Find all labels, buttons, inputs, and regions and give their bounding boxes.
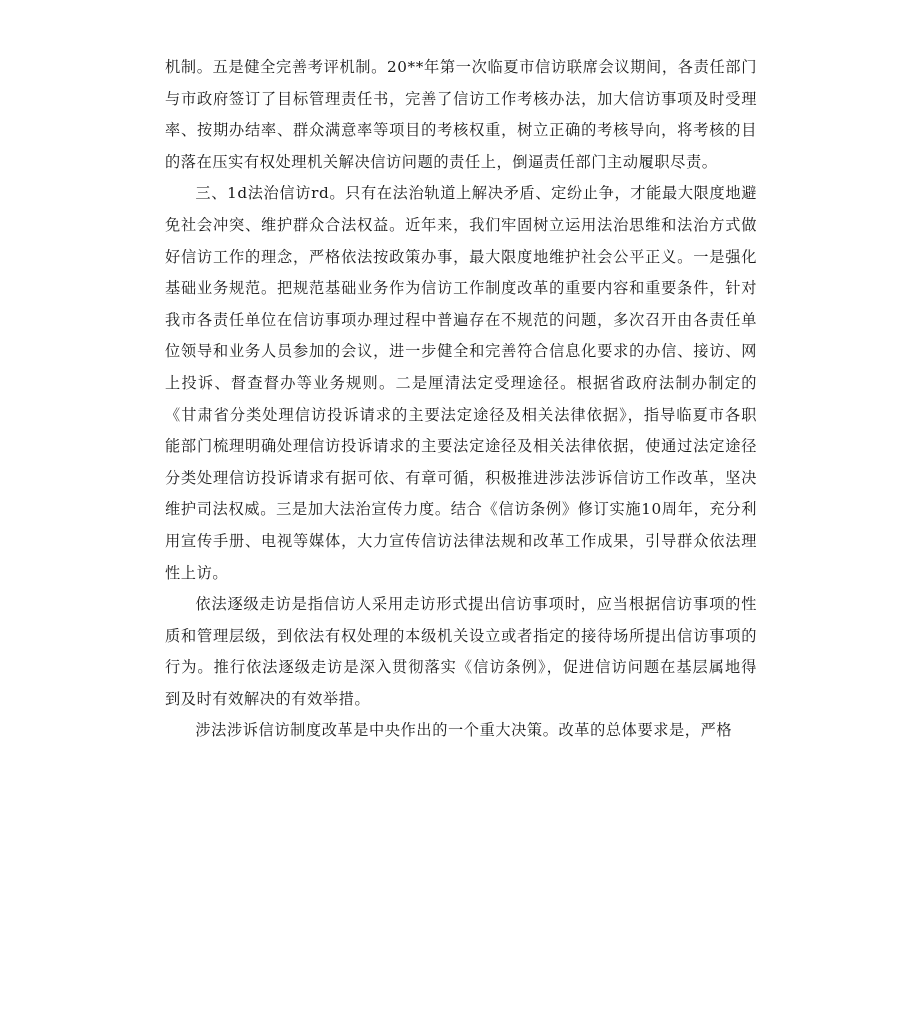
paragraph-3: 依法逐级走访是指信访人采用走访形式提出信访事项时，应当根据信访事项的性质和管理层级，到依法有权处理的本级机关设立或者指定的接待场所提出信访事项的行为。推行依法逐级走访是深入贯彻落实《信访条例》，促进信访问题在基层属地得到及时有效解决的有效举措。	[165, 595, 757, 708]
document-body	[165, 52, 757, 747]
paragraph-2: 三、1d法治信访rd。只有在法治轨道上解决矛盾、定纷止争，才能最大限度地避免社会冲突、维护群众合法权益。近年来，我们牢固树立运用法治思维和法治方式做好信访工作的理念，严格依法按政策办事，最大限度地维护社会公平正义。一是强化基础业务规范。把规范基础业务作为信访工作制度改革的重要内容和重要条件，针对我市各责任单位在信访事项办理过程中普遍存在不规范的问题，多次召开由各责任单位领导和业务人员参加的会议，进一步健全和完善符合信息化要求的办信、接访、网上投诉、督查督办等业务规则。二是厘清法定受理途径。根据省政府法制办制定的《甘肃省分类处理信访投诉请求的主要法定途径及相关法律依据》，指导临夏市各职能部门梳理明确处理信访投诉请求的主要法定途径及相关法律依据，使通过法定途径分类处理信访投诉请求有据可依、有章可循，积极推进涉法涉诉信访工作改革，坚决维护司法权威。三是加大法治宣传力度。结合《信访条例》修订实施10周年，充分利用宣传手册、电视等媒体，大力宣传信访法律法规和改革工作成果，引导群众依法理性上访。	[165, 184, 757, 582]
paragraph-4: 涉法涉诉信访制度改革是中央作出的一个重大决策。改革的总体要求是，严格	[195, 721, 733, 740]
paragraph-1: 机制。五是健全完善考评机制。20**年第一次临夏市信访联席会议期间，各责任部门与市政府签订了目标管理责任书，完善了信访工作考核办法，加大信访事项及时受理率、按期办结率、群众满意率等项目的考核权重，树立正确的考核导向，将考核的目的落在压实有权处理机关解决信访问题的责任上，倒逼责任部门主动履职尽责。	[165, 58, 757, 171]
